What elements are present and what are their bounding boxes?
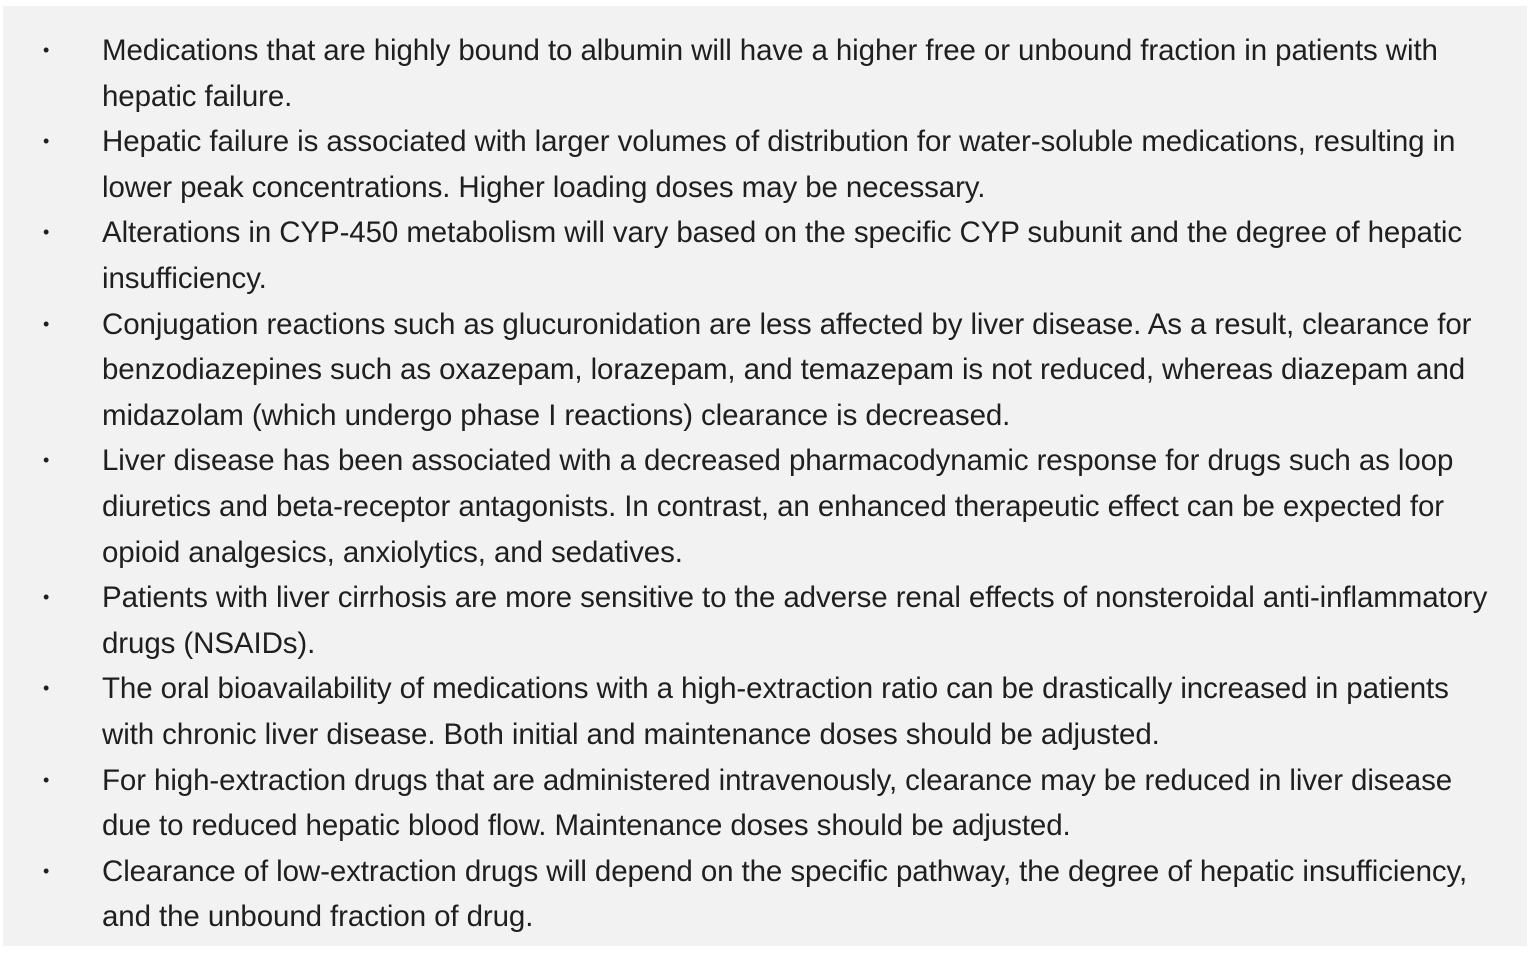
list-item-text: Medications that are highly bound to albumin will have a higher free or unbound fraction in patients with hepatic failure.	[102, 34, 1438, 113]
list-item	[3, 210, 1497, 301]
bullet-icon: •	[43, 678, 50, 699]
list-item-text: Liver disease has been associated with a decreased pharmacodynamic response for drugs such as loop diuretics and beta-receptor antagonists. In contrast, an enhanced therapeutic effect can be expected for opioid analgesics, anxiolytics, and sedatives.	[102, 444, 1454, 569]
list-item-text: Patients with liver cirrhosis are more sensitive to the adverse renal effects of nonsteroidal anti-inflammatory drugs (NSAIDs).	[102, 581, 1488, 660]
list-item-text: The oral bioavailability of medications with a high-extraction ratio can be drastically increased in patients with chronic liver disease. Both initial and maintenance doses should be adjusted.	[102, 672, 1449, 751]
list-item	[3, 575, 1497, 666]
bullet-icon: •	[43, 131, 50, 152]
list-item	[3, 758, 1497, 849]
text-box-panel	[3, 6, 1527, 946]
list-item-text: Hepatic failure is associated with larger volumes of distribution for water-soluble medications, resulting in lower peak concentrations. Higher loading doses may be necessary.	[102, 125, 1456, 204]
bullet-icon: •	[43, 222, 50, 243]
bullet-icon: •	[43, 313, 50, 334]
bullet-icon: •	[43, 769, 50, 790]
list-item-text: Alterations in CYP-450 metabolism will vary based on the specific CYP subunit and the degree of hepatic insufficiency.	[102, 216, 1463, 295]
list-item-text: Conjugation reactions such as glucuronidation are less affected by liver disease. As a result, clearance for benzodiazepines such as oxazepam, lorazepam, and temazepam is not reduced, whereas diazepam and midazolam (which undergo phase I reactions) clearance is decreased.	[102, 307, 1472, 432]
list-item	[3, 119, 1497, 210]
list-item	[3, 28, 1497, 119]
list-item	[3, 849, 1497, 940]
list-item	[3, 438, 1497, 575]
list-item	[3, 302, 1497, 439]
list-item-text: Clearance of low-extraction drugs will depend on the specific pathway, the degree of hepatic insufficiency, and the unbound fraction of drug.	[102, 854, 1468, 934]
bullet-list	[3, 28, 1497, 940]
list-item-text: For high-extraction drugs that are administered intravenously, clearance may be reduced in liver disease due to reduced hepatic blood flow. Maintenance doses should be adjusted.	[102, 763, 1453, 843]
bullet-icon: •	[43, 450, 50, 471]
bullet-icon: •	[43, 40, 50, 60]
bullet-icon: •	[43, 860, 50, 881]
bullet-icon: •	[43, 587, 50, 608]
list-item	[3, 666, 1497, 757]
